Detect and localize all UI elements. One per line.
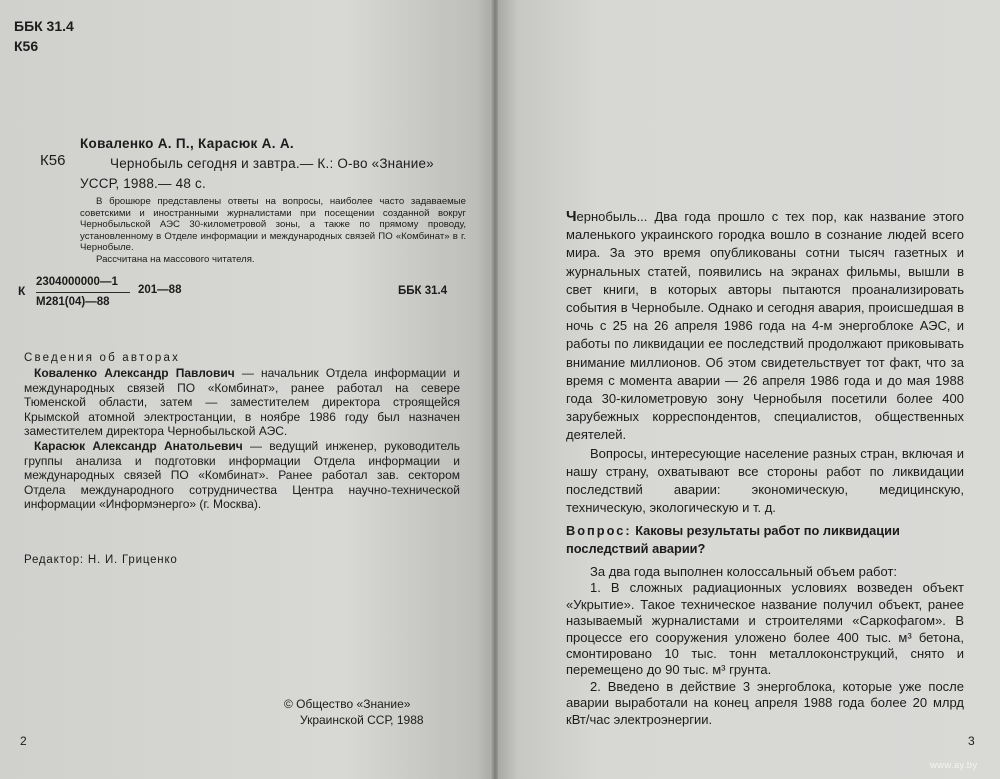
book-authors: Коваленко А. П., Карасюк А. А. bbox=[80, 136, 294, 151]
author-bio bbox=[24, 366, 460, 439]
copyright-line: © Общество «Знание» bbox=[284, 697, 411, 711]
question-block bbox=[566, 522, 966, 558]
author-bio-text: — ведущий инженер, руководитель группы анализа и подготовки информации Отдела информации и международных связей ПО «Комбинат». Ранее работал зав. сектором Отдела международного сотрудничества Центра научно-технической информации «Информэнерго» (г. Москва). bbox=[24, 438, 460, 512]
copyright bbox=[284, 696, 424, 728]
answer-paragraph: 2. Введено в действие 3 энергоблока, которые уже после аварии выработали на конец апреля 1988 года более 20 млрд кВт/час электроэнергии. bbox=[566, 678, 964, 727]
bbk-index: ББК 31.4 bbox=[14, 18, 74, 34]
answer-paragraph: За два года выполнен колоссальный объем работ: bbox=[590, 564, 898, 579]
author-bio bbox=[24, 439, 460, 512]
bbk-index-block bbox=[14, 16, 74, 56]
left-page bbox=[0, 0, 492, 779]
drop-letter: Ч bbox=[566, 208, 577, 225]
question-label: Вопрос: bbox=[566, 523, 632, 538]
about-authors bbox=[24, 366, 460, 512]
question-text: Каковы результаты работ по ликвидации последствий аварии? bbox=[566, 523, 900, 556]
page-number: 3 bbox=[968, 734, 975, 748]
catalog-code-numerator: 2304000000—1 bbox=[36, 276, 118, 288]
catalog-code-denominator: М281(04)—88 bbox=[36, 296, 110, 308]
annotation-paragraph: Рассчитана на массового читателя. bbox=[96, 253, 255, 265]
editor-credit: Редактор: Н. И. Гриценко bbox=[24, 554, 178, 566]
book-title-line-2: УССР, 1988.— 48 с. bbox=[80, 176, 206, 191]
answer-block bbox=[566, 564, 964, 728]
author-bio-text: — начальник Отдела информации и международных связей ПО «Комбинат», ранее работал на севере Тюменской области, затем — заместителем директора строящейся Крымской атомной электростанции, в ноябре 1986 году был назначен заместителем директора Чернобыльской АЭС. bbox=[24, 366, 461, 439]
answer-paragraph: 1. В сложных радиационных условиях возведен объект «Укрытие». Такое техническое название получил объект, ранее называемый журналистами и строителями «Саркофагом». В процессе его сооружения уложено более 400 тыс. м³ бетона, смонтировано 10 тыс. тонн металлоконструкций, снято и перемещено до 90 тыс. м³ грунта. bbox=[566, 580, 964, 678]
bbk-index-bottom: ББК 31.4 bbox=[398, 285, 448, 297]
intro-paragraph bbox=[566, 208, 964, 445]
author-mark-side: К56 bbox=[40, 152, 66, 169]
intro-text bbox=[566, 208, 964, 517]
about-authors-heading: Сведения об авторах bbox=[24, 352, 181, 364]
watermark: www.ay.by bbox=[930, 760, 978, 771]
intro-paragraph-text: ернобыль... Два года прошло с тех пор, как название этого маленького украинского городка вошло в сознание людей всего мира. За это время опубликованы сотни тысяч газетных и журнальных статей, появились на экранах фильмы, вышли в свет книги, в которых авторы пытаются проанализировать события в Чернобыле. Однако и сегодня авария, происшедшая в ночь с 25 на 26 апреля 1986 года на 4-м энергоблоке АЭС, и работы по ликвидации ее последствий продолжают приковывать внимание миллионов. Об этом свидетельствует тот факт, что за время с момента аварии — 26 апреля 1986 года и до мая 1988 года 30-километровую зону Чернобыля посетили более 400 зарубежных корреспондентов, специалистов, общественных деятелей. bbox=[566, 209, 964, 443]
author-name: Коваленко Александр Павлович bbox=[34, 366, 235, 380]
catalog-code-number: 201—88 bbox=[138, 284, 182, 296]
catalog-code-letter: К bbox=[18, 284, 26, 298]
book-title-line-1: Чернобыль сегодня и завтра.— К.: О-во «Знание» bbox=[110, 156, 434, 171]
author-mark: К56 bbox=[14, 38, 39, 54]
page-number: 2 bbox=[20, 734, 27, 748]
annotation-paragraph: В брошюре представлены ответы на вопросы, наиболее часто задаваемые советскими и иностранными журналистами при посещении созданной вокруг Чернобыльской АЭС 30-километровой зоны, а также по прямому проводу, установленному в Отделе информации и международных связей ПО «Комбинат» в г. Чернобыле. bbox=[80, 196, 466, 254]
catalog-code-fraction-line bbox=[36, 292, 130, 293]
intro-paragraph: Вопросы, интересующие население разных стран, включая и нашу страну, охватывают все стороны работ по ликвидации последствий аварии: экономическую, медицинскую, техническую, экологическую и т. д. bbox=[566, 445, 964, 516]
annotation bbox=[80, 196, 466, 266]
copyright-line: Украинской ССР, 1988 bbox=[300, 713, 424, 727]
author-name: Карасюк Александр Анатольевич bbox=[34, 438, 243, 453]
